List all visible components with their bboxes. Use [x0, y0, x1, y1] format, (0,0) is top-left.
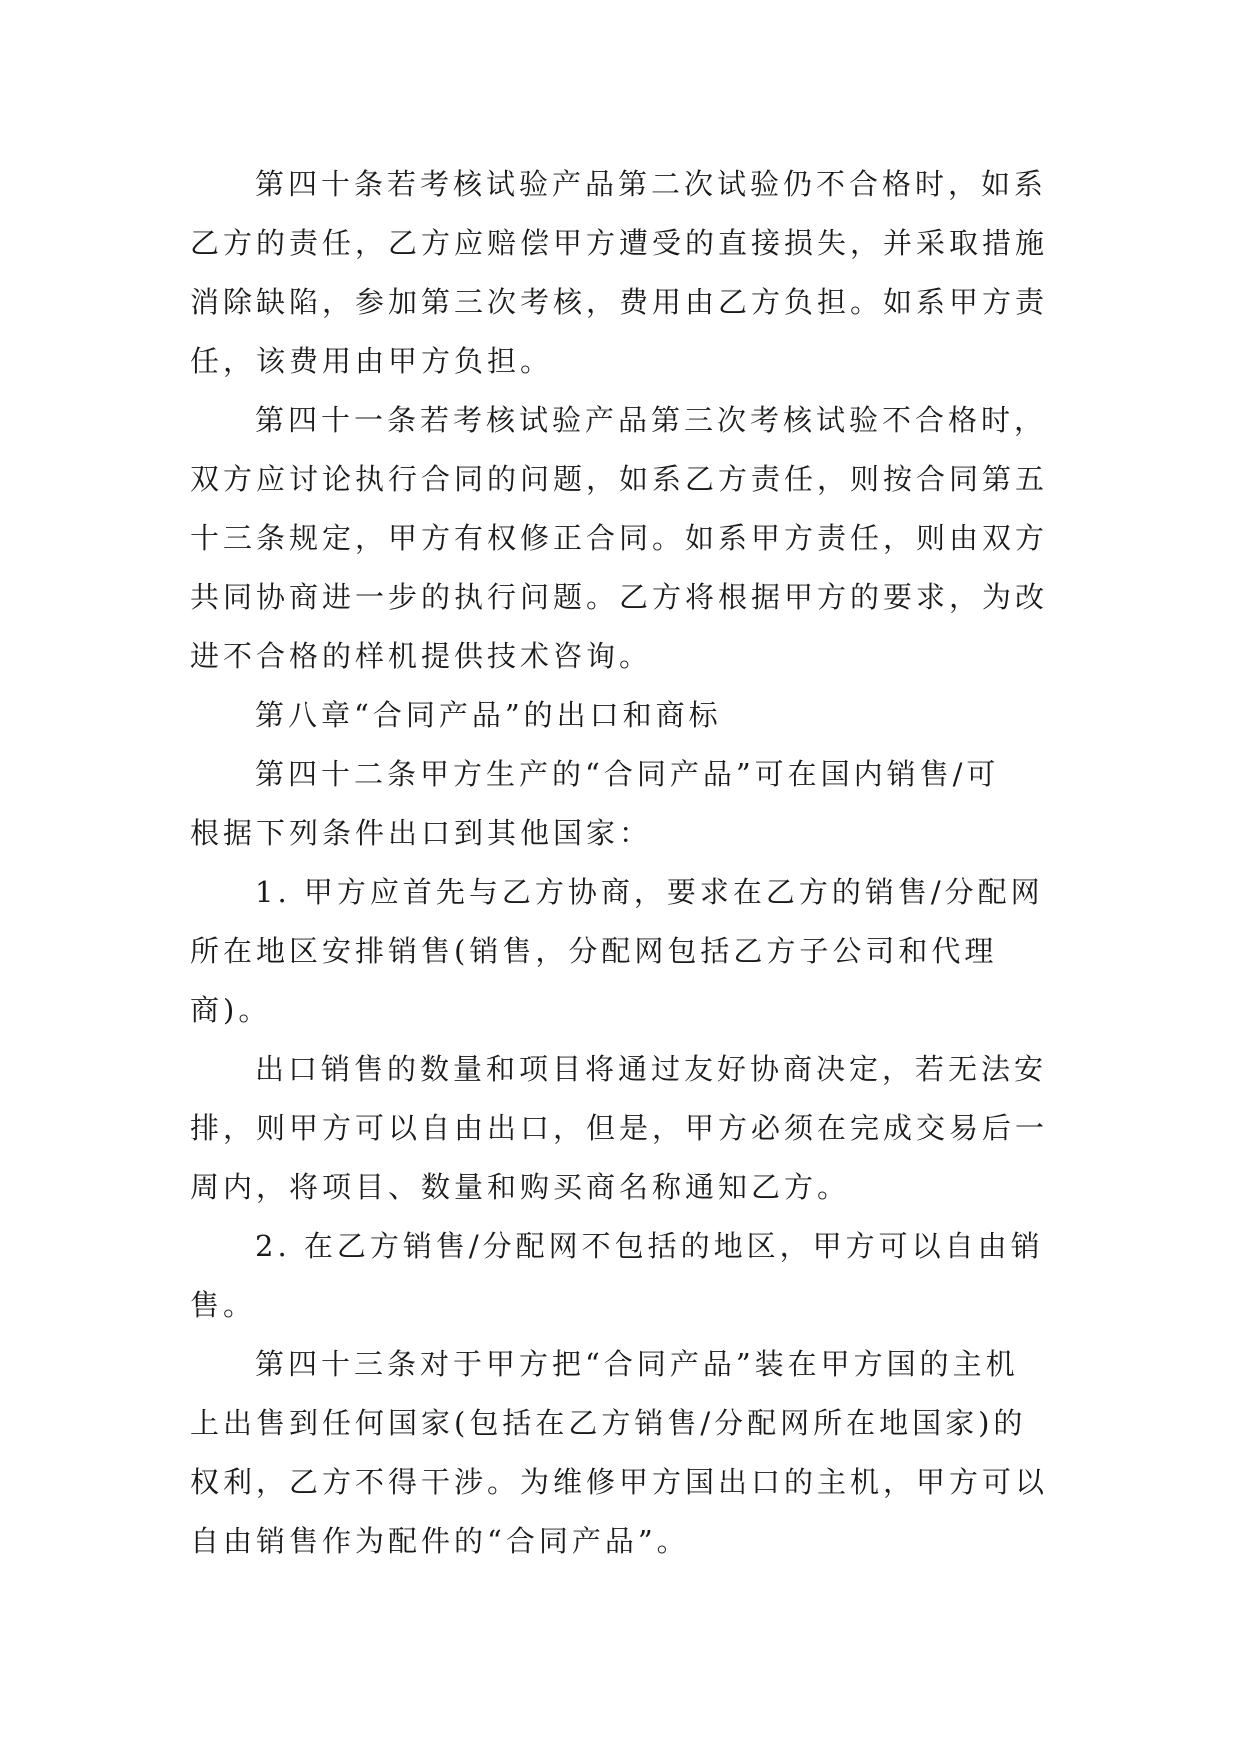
text-line: 根据下列条件出口到其他国家：: [190, 816, 653, 850]
text-line: 售。: [190, 1288, 257, 1322]
text-line: 双方应讨论执行合同的问题，如系乙方责任，则按合同第五: [190, 462, 1049, 496]
text-line: 出口销售的数量和项目将通过友好协商决定，若无法安: [255, 1052, 1048, 1086]
text-line: 自由销售作为配件的“合同产品”。: [190, 1524, 690, 1558]
text-line: 第四十三条对于甲方把“合同产品”装在甲方国的主机: [255, 1347, 1019, 1381]
chapter-heading: 第八章“合同产品”的出口和商标: [255, 698, 722, 732]
text-line: 上出售到任何国家(包括在乙方销售/分配网所在地国家)的: [190, 1406, 1027, 1440]
text-line: 周内，将项目、数量和购买商名称通知乙方。: [190, 1170, 851, 1204]
text-line: 第四十一条若考核试验产品第三次考核试验不合格时，: [255, 403, 1048, 437]
text-line: 进不合格的样机提供技术咨询。: [190, 639, 653, 673]
text-line: 商)。: [190, 993, 272, 1027]
text-line: 消除缺陷，参加第三次考核，费用由乙方负担。如系甲方责: [190, 285, 1049, 319]
text-line: 所在地区安排销售(销售，分配网包括乙方子公司和代理: [190, 934, 998, 968]
text-line: 1. 甲方应首先与乙方协商，要求在乙方的销售/分配网: [255, 875, 1044, 909]
text-line: 任，该费用由甲方负担。: [190, 344, 554, 378]
text-line: 第四十二条甲方生产的“合同产品”可在国内销售/可: [255, 757, 1000, 791]
text-line: 共同协商进一步的执行问题。乙方将根据甲方的要求，为改: [190, 580, 1049, 614]
text-line: 排，则甲方可以自由出口，但是，甲方必须在完成交易后一: [190, 1111, 1049, 1145]
text-line: 第四十条若考核试验产品第二次试验仍不合格时，如系: [255, 167, 1048, 201]
text-line: 权利，乙方不得干涉。为维修甲方国出口的主机，甲方可以: [190, 1465, 1049, 1499]
text-line: 十三条规定，甲方有权修正合同。如系甲方责任，则由双方: [190, 521, 1049, 555]
text-line: 乙方的责任，乙方应赔偿甲方遭受的直接损失，并采取措施: [190, 226, 1049, 260]
text-line: 2. 在乙方销售/分配网不包括的地区，甲方可以自由销: [255, 1229, 1044, 1263]
